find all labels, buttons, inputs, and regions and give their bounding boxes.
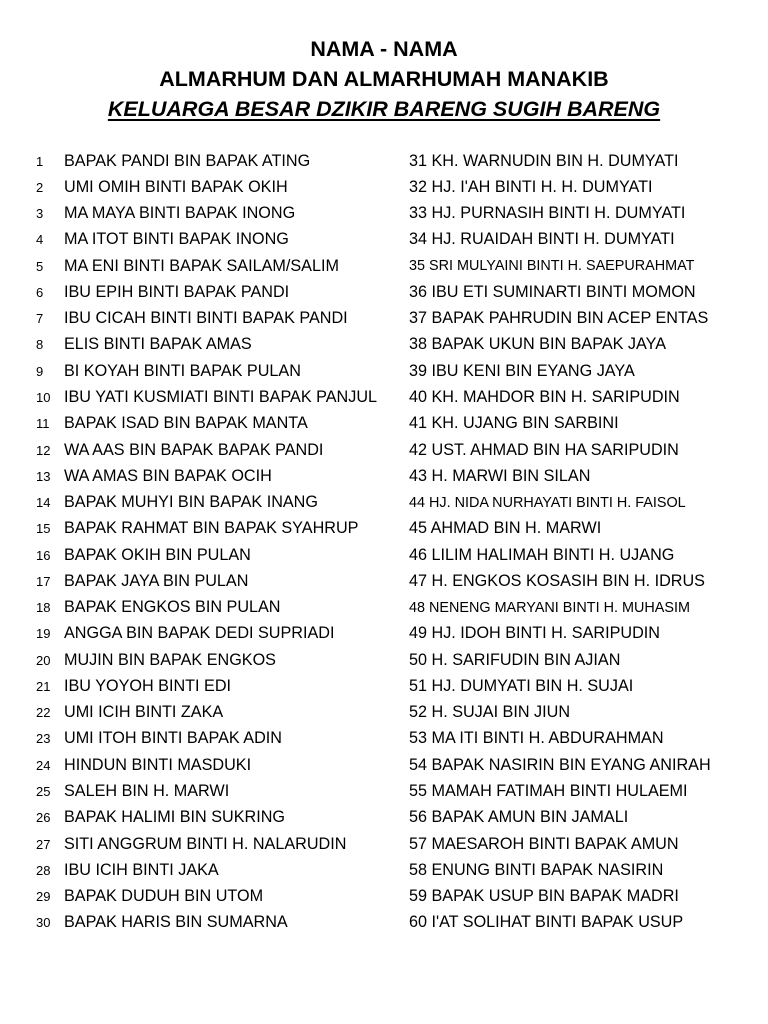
item-entry: 31 KH. WARNUDIN BIN H. DUMYATI — [409, 151, 679, 170]
item-entry: 46 LILIM HALIMAH BINTI H. UJANG — [409, 545, 675, 564]
item-name: IBU YATI KUSMIATI BINTI BAPAK PANJUL — [64, 388, 378, 407]
item-name: IBU ICIH BINTI JAKA — [64, 860, 219, 879]
item-entry: 59 BAPAK USUP BIN BAPAK MADRI — [409, 887, 679, 906]
item-name: BAPAK DUDUH BIN UTOM — [64, 887, 264, 906]
list-item — [36, 148, 398, 174]
list-item — [36, 621, 398, 647]
list-item — [409, 279, 739, 305]
item-name: ELIS BINTI BAPAK AMAS — [64, 335, 252, 354]
item-number: 4 — [36, 232, 44, 248]
header-family-name: KELUARGA BESAR DZIKIR BARENG SUGIH BARENG — [107, 97, 661, 121]
item-entry: 60 I'AT SOLIHAT BINTI BAPAK USUP — [409, 913, 684, 932]
item-number: 14 — [36, 495, 51, 511]
list-item — [409, 752, 739, 778]
item-name: IBU CICAH BINTI BINTI BAPAK PANDI — [64, 309, 348, 328]
item-number: 15 — [36, 521, 51, 537]
item-name: ANGGA BIN BAPAK DEDI SUPRIADI — [64, 624, 335, 643]
list-item — [36, 227, 398, 253]
item-name: BAPAK MUHYI BIN BAPAK INANG — [64, 493, 318, 512]
item-number: 8 — [36, 337, 44, 353]
list-item — [409, 673, 739, 699]
list-item — [409, 227, 739, 253]
item-entry: 38 BAPAK UKUN BIN BAPAK JAYA — [409, 335, 666, 354]
item-entry: 50 H. SARIFUDIN BIN AJIAN — [409, 650, 621, 669]
item-name: SALEH BIN H. MARWI — [64, 782, 230, 800]
item-number: 26 — [36, 810, 51, 826]
item-name: IBU YOYOH BINTI EDI — [64, 676, 232, 695]
item-number: 27 — [36, 836, 51, 852]
list-item — [409, 647, 739, 673]
item-name: BAPAK JAYA BIN PULAN — [64, 571, 249, 590]
list-item — [409, 857, 739, 883]
list-item — [36, 857, 398, 883]
item-number: 2 — [36, 179, 44, 195]
item-name: UMI ITOH BINTI BAPAK ADIN — [64, 729, 282, 748]
list-item — [409, 621, 739, 647]
list-item — [36, 647, 398, 673]
item-number: 22 — [36, 705, 51, 721]
item-entry: 49 HJ. IDOH BINTI H. SARIPUDIN — [409, 624, 660, 643]
list-item — [409, 306, 739, 332]
list-item — [36, 384, 398, 410]
list-item — [36, 489, 398, 515]
item-number: 20 — [36, 652, 51, 668]
item-entry: 53 MA ITI BINTI H. ABDURAHMAN — [409, 729, 664, 748]
left-name-list — [36, 148, 398, 936]
list-item — [36, 411, 398, 437]
list-item — [36, 778, 398, 804]
item-entry: 34 HJ. RUAIDAH BINTI H. DUMYATI — [409, 230, 675, 249]
list-item — [409, 568, 739, 594]
item-entry: 35 SRI MULYAINI BINTI H. SAEPURAHMAT — [409, 258, 695, 275]
item-number: 6 — [36, 284, 44, 300]
item-number: 11 — [36, 416, 50, 432]
list-item — [36, 201, 398, 227]
item-name: BAPAK RAHMAT BIN BAPAK SYAHRUP — [64, 519, 359, 538]
item-number: 23 — [36, 731, 51, 747]
list-item — [36, 568, 398, 594]
item-number: 29 — [36, 889, 51, 905]
list-item — [36, 726, 398, 752]
header-title: NAMA - NAMA — [310, 37, 458, 61]
item-number: 21 — [36, 678, 51, 694]
item-number: 13 — [36, 468, 51, 484]
item-name: BAPAK ENGKOS BIN PULAN — [64, 598, 281, 617]
list-item — [409, 384, 739, 410]
item-name: BAPAK PANDI BIN BAPAK ATING — [64, 151, 311, 170]
item-number: 1 — [36, 153, 44, 169]
list-item — [36, 463, 398, 489]
item-name: HINDUN BINTI MASDUKI — [64, 755, 252, 774]
item-name: BI KOYAH BINTI BAPAK PULAN — [64, 361, 301, 380]
list-item — [36, 437, 398, 463]
list-item — [409, 437, 739, 463]
item-number: 30 — [36, 915, 51, 931]
list-item — [409, 463, 739, 489]
item-number: 7 — [36, 311, 44, 327]
list-item — [409, 542, 739, 568]
list-item — [409, 778, 739, 804]
item-name: WA AAS BIN BAPAK BAPAK PANDI — [64, 440, 324, 459]
item-name: BAPAK HARIS BIN SUMARNA — [64, 913, 288, 932]
list-item — [36, 700, 398, 726]
item-entry: 43 H. MARWI BIN SILAN — [409, 466, 591, 485]
item-entry: 54 BAPAK NASIRIN BIN EYANG ANIRAH — [409, 755, 711, 774]
item-entry: 52 H. SUJAI BIN JIUN — [409, 703, 571, 722]
list-item — [36, 883, 398, 909]
list-item — [36, 174, 398, 200]
list-item — [409, 148, 739, 174]
item-number: 19 — [36, 626, 51, 642]
item-entry: 37 BAPAK PAHRUDIN BIN ACEP ENTAS — [409, 309, 709, 328]
item-entry: 55 MAMAH FATIMAH BINTI HULAEMI — [409, 782, 688, 800]
item-entry: 47 H. ENGKOS KOSASIH BIN H. IDRUS — [409, 571, 705, 590]
list-item — [409, 805, 739, 831]
item-entry: 42 UST. AHMAD BIN HA SARIPUDIN — [409, 440, 679, 459]
list-item — [409, 174, 739, 200]
list-item — [36, 516, 398, 542]
item-entry: 36 IBU ETI SUMINARTI BINTI MOMON — [409, 282, 696, 301]
item-number: 18 — [36, 600, 51, 616]
list-item — [409, 700, 739, 726]
item-name: UMI OMIH BINTI BAPAK OKIH — [64, 177, 288, 196]
item-name: BAPAK HALIMI BIN SUKRING — [64, 808, 285, 827]
list-item — [36, 910, 398, 936]
list-item — [409, 358, 739, 384]
list-item — [409, 910, 739, 936]
list-item — [36, 673, 398, 699]
item-name: MA ENI BINTI BAPAK SAILAM/SALIM — [64, 256, 339, 275]
list-item — [409, 516, 739, 542]
list-item — [409, 726, 739, 752]
list-item — [36, 595, 398, 621]
item-entry: 45 AHMAD BIN H. MARWI — [409, 519, 602, 538]
list-item — [36, 332, 398, 358]
list-item — [36, 279, 398, 305]
list-item — [409, 332, 739, 358]
item-entry: 48 NENENG MARYANI BINTI H. MUHASIM — [409, 599, 690, 616]
item-number: 24 — [36, 757, 51, 773]
item-name: WA AMAS BIN BAPAK OCIH — [64, 466, 272, 485]
list-item — [409, 831, 739, 857]
list-item — [409, 201, 739, 227]
item-entry: 56 BAPAK AMUN BIN JAMALI — [409, 808, 629, 827]
item-name: IBU EPIH BINTI BAPAK PANDI — [64, 282, 290, 301]
list-item — [36, 831, 398, 857]
list-item — [409, 595, 739, 621]
item-number: 10 — [36, 390, 51, 406]
document-header — [0, 34, 768, 124]
item-name: SITI ANGGRUM BINTI H. NALARUDIN — [64, 834, 347, 853]
item-number: 9 — [36, 363, 44, 379]
item-entry: 32 HJ. I'AH BINTI H. H. DUMYATI — [409, 177, 653, 196]
list-item — [36, 253, 398, 279]
item-name: MA MAYA BINTI BAPAK INONG — [64, 204, 296, 223]
item-entry: 33 HJ. PURNASIH BINTI H. DUMYATI — [409, 204, 686, 223]
list-item — [36, 358, 398, 384]
right-name-list — [409, 148, 739, 936]
item-entry: 41 KH. UJANG BIN SARBINI — [409, 414, 619, 433]
item-name: MA ITOT BINTI BAPAK INONG — [64, 230, 289, 249]
item-name: UMI ICIH BINTI ZAKA — [64, 703, 224, 722]
list-item — [36, 542, 398, 568]
item-entry: 57 MAESAROH BINTI BAPAK AMUN — [409, 834, 679, 853]
list-item — [36, 805, 398, 831]
item-number: 12 — [36, 442, 51, 458]
item-number: 28 — [36, 862, 51, 878]
item-entry: 40 KH. MAHDOR BIN H. SARIPUDIN — [409, 388, 680, 407]
item-number: 3 — [36, 206, 44, 222]
item-number: 16 — [36, 547, 51, 563]
item-number: 5 — [36, 258, 44, 274]
header-subtitle: ALMARHUM DAN ALMARHUMAH MANAKIB — [159, 67, 609, 91]
list-item — [36, 752, 398, 778]
item-number: 25 — [36, 784, 51, 799]
item-entry: 51 HJ. DUMYATI BIN H. SUJAI — [409, 676, 634, 695]
item-name: BAPAK ISAD BIN BAPAK MANTA — [64, 414, 308, 433]
list-item — [409, 883, 739, 909]
list-item — [36, 306, 398, 332]
list-item — [409, 489, 739, 515]
item-entry: 58 ENUNG BINTI BAPAK NASIRIN — [409, 860, 664, 879]
item-number: 17 — [36, 573, 51, 589]
list-item — [409, 253, 739, 279]
item-name: BAPAK OKIH BIN PULAN — [64, 545, 251, 564]
list-item — [409, 411, 739, 437]
item-entry: 44 HJ. NIDA NURHAYATI BINTI H. FAISOL — [409, 494, 686, 511]
item-name: MUJIN BIN BAPAK ENGKOS — [64, 650, 276, 669]
item-entry: 39 IBU KENI BIN EYANG JAYA — [409, 361, 635, 380]
